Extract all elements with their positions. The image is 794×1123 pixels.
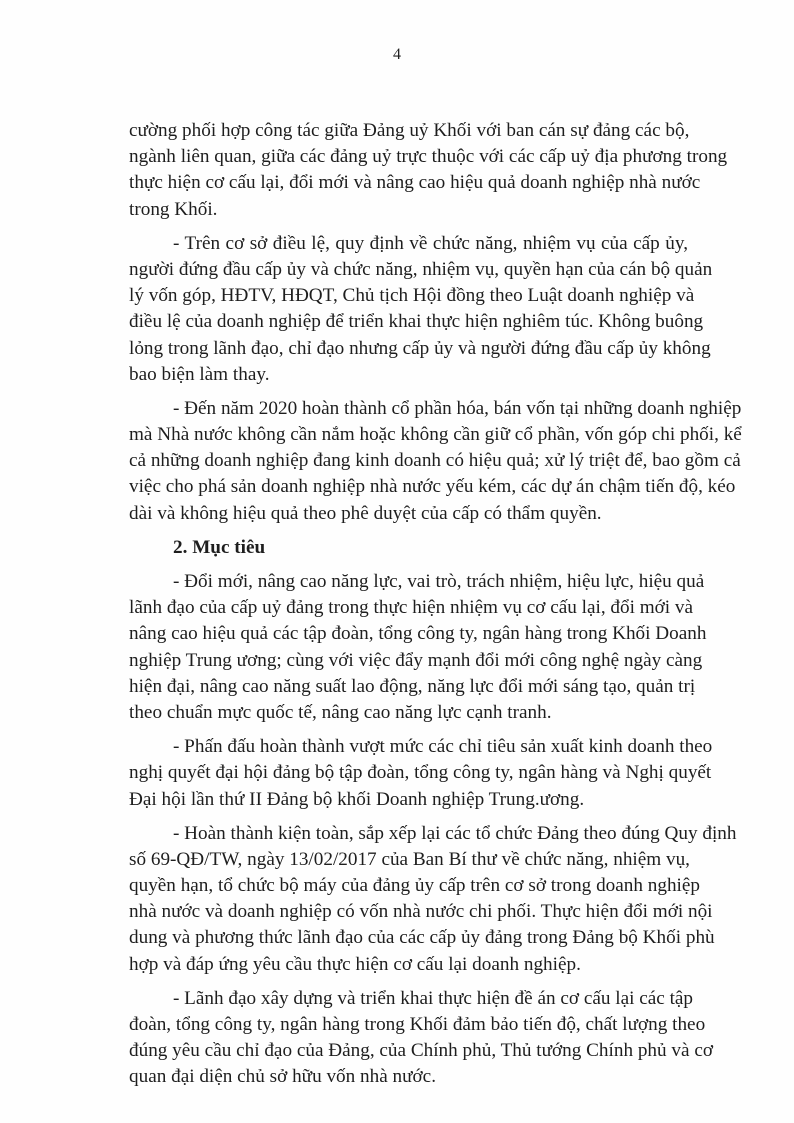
text-line: nghị quyết đại hội đảng bộ tập đoàn, tổng công ty, ngân hàng và Nghị quyết (129, 762, 712, 784)
text-line: dài và không hiệu quả theo phê duyệt của cấp có thẩm quyền. (129, 502, 602, 524)
page-number: 4 (393, 46, 401, 63)
text-line: trong Khối. (129, 198, 218, 220)
text-line: đoàn, tổng công ty, ngân hàng trong Khối đảm bảo tiến độ, chất lượng theo (129, 1014, 706, 1035)
text-line: theo chuẩn mực quốc tế, nâng cao năng lực cạnh tranh. (129, 701, 552, 723)
text-line: mà Nhà nước không cần nắm hoặc không cần giữ cổ phần, vốn góp chi phối, kể (129, 424, 742, 446)
paragraph-continuation (129, 118, 728, 223)
text-line: thực hiện cơ cấu lại, đổi mới và nâng cao hiệu quả doanh nghiệp nhà nước (129, 172, 701, 194)
text-line: - Phấn đấu hoàn thành vượt mức các chỉ tiêu sản xuất kinh doanh theo (173, 736, 713, 758)
text-line: ngành liên quan, giữa các đảng uỷ trực thuộc với các cấp uỷ địa phương trong (129, 146, 728, 168)
text-line: Đại hội lần thứ II Đảng bộ khối Doanh nghiệp Trung.ương. (129, 788, 585, 810)
text-line: người đứng đầu cấp ủy và chức năng, nhiệm vụ, quyền hạn của cán bộ quản (129, 258, 713, 280)
text-line: nghiệp Trung ương; cùng với việc đẩy mạnh đổi mới công nghệ ngày càng (129, 649, 703, 671)
text-line: việc cho phá sản doanh nghiệp nhà nước yếu kém, các dự án chậm tiến độ, kéo (129, 476, 736, 498)
text-line: - Hoàn thành kiện toàn, sắp xếp lại các tổ chức Đảng theo đúng Quy định (173, 822, 737, 844)
text-line: lỏng trong lãnh đạo, chỉ đạo nhưng cấp ủy và người đứng đầu cấp ủy không (129, 337, 711, 359)
text-line: đúng yêu cầu chỉ đạo của Đảng, của Chính phủ, Thủ tướng Chính phủ và cơ (129, 1040, 713, 1062)
text-line: nâng cao hiệu quả các tập đoàn, tổng công ty, ngân hàng trong Khối Doanh (129, 623, 707, 645)
text-line: nhà nước và doanh nghiệp có vốn nhà nước chi phối. Thực hiện đổi mới nội (129, 901, 713, 923)
text-line: số 69-QĐ/TW, ngày 13/02/2017 của Ban Bí thư về chức năng, nhiệm vụ, (129, 848, 690, 870)
paragraph-bullet (129, 986, 713, 1091)
text-line: điều lệ của doanh nghiệp để triển khai thực hiện nghiêm túc. Không buông (129, 311, 704, 333)
paragraph-bullet (129, 569, 707, 726)
document-body (129, 118, 742, 1099)
text-line: quan đại diện chủ sở hữu vốn nhà nước. (129, 1066, 436, 1088)
section-heading: 2. Mục tiêu (173, 536, 266, 558)
text-line: cả những doanh nghiệp đang kinh doanh có hiệu quả; xử lý triệt để, bao gồm cả (129, 450, 741, 472)
text-line: - Đổi mới, nâng cao năng lực, vai trò, trách nhiệm, hiệu lực, hiệu quả (173, 571, 705, 592)
paragraph-bullet (129, 396, 742, 527)
text-line: - Lãnh đạo xây dựng và triển khai thực hiện đề án cơ cấu lại các tập (173, 987, 694, 1009)
text-line: dung và phương thức lãnh đạo của các cấp ủy đảng trong Đảng bộ Khối phù (129, 927, 715, 949)
paragraph-bullet (129, 734, 713, 813)
text-line: hiện đại, nâng cao năng suất lao động, năng lực đổi mới sáng tạo, quản trị (129, 675, 696, 697)
paragraph-bullet (129, 231, 713, 388)
text-line: lãnh đạo của cấp uỷ đảng trong thực hiện nhiệm vụ cơ cấu lại, đổi mới và (129, 597, 694, 619)
text-line: - Đến năm 2020 hoàn thành cổ phần hóa, bán vốn tại những doanh nghiệp (173, 397, 742, 419)
paragraph-bullet (129, 821, 737, 978)
text-line: cường phối hợp công tác giữa Đảng uỷ Khối với ban cán sự đảng các bộ, (129, 120, 690, 141)
text-line: bao biện làm thay. (129, 363, 270, 385)
text-line: quyền hạn, tổ chức bộ máy của đảng ủy cấp trên cơ sở trong doanh nghiệp (129, 875, 700, 897)
text-line: - Trên cơ sở điều lệ, quy định về chức năng, nhiệm vụ của cấp ủy, (173, 232, 688, 254)
text-line: lý vốn góp, HĐTV, HĐQT, Chủ tịch Hội đồng theo Luật doanh nghiệp và (129, 285, 695, 307)
text-line: hợp và đáp ứng yêu cầu thực hiện cơ cấu lại doanh nghiệp. (129, 953, 581, 975)
